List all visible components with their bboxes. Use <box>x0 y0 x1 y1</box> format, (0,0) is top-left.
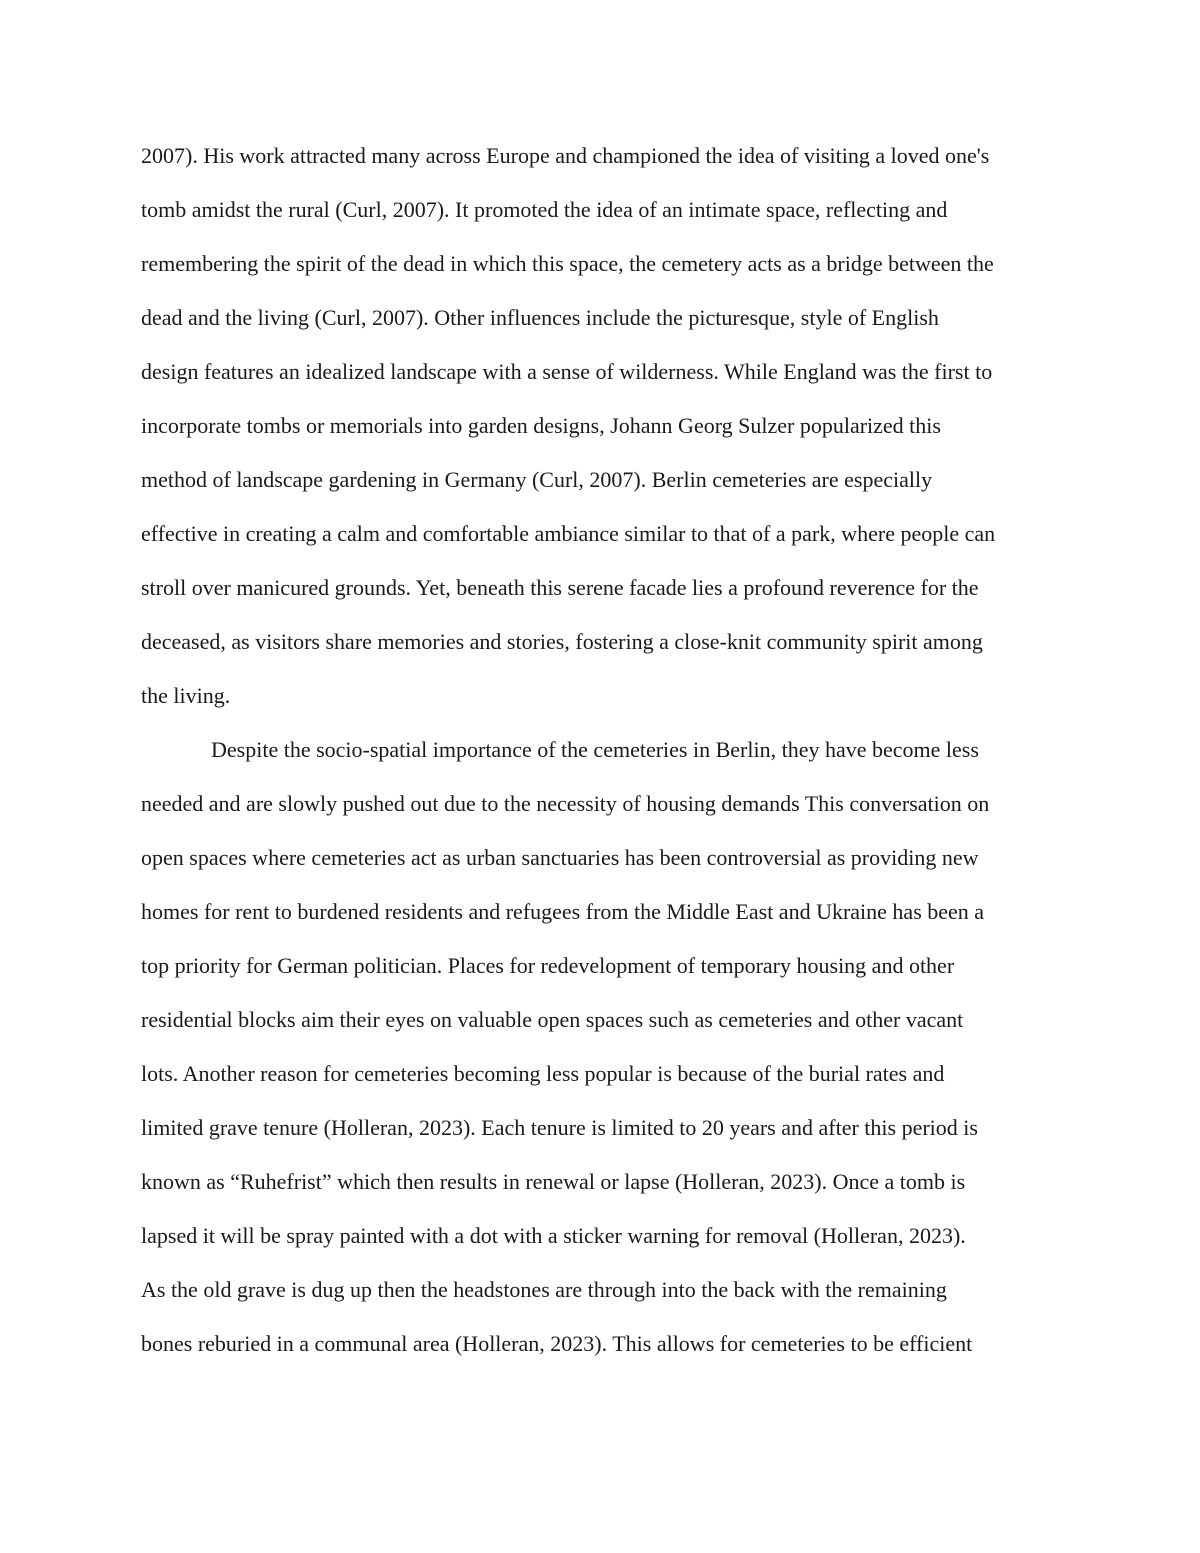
text-line: homes for rent to burdened residents and refugees from the Middle East and Ukraine has been a <box>141 899 985 924</box>
text-line: the living. <box>141 683 231 708</box>
text-line: needed and are slowly pushed out due to the necessity of housing demands This conversation on <box>141 791 990 816</box>
paragraph-1 <box>141 129 1061 723</box>
paragraph-2 <box>141 723 1061 1371</box>
text-line: dead and the living (Curl, 2007). Other influences include the picturesque, style of English <box>141 305 939 330</box>
text-line: stroll over manicured grounds. Yet, beneath this serene facade lies a profound reverence for the <box>141 575 979 600</box>
text-line: remembering the spirit of the dead in which this space, the cemetery acts as a bridge between the <box>141 251 994 276</box>
text-line: As the old grave is dug up then the headstones are through into the back with the remaining <box>141 1277 947 1302</box>
text-line: 2007). His work attracted many across Europe and championed the idea of visiting a loved one's <box>141 143 990 168</box>
text-line: incorporate tombs or memorials into garden designs, Johann Georg Sulzer popularized this <box>141 413 941 438</box>
text-line: Despite the socio-spatial importance of the cemeteries in Berlin, they have become less <box>211 737 979 762</box>
text-line: tomb amidst the rural (Curl, 2007). It promoted the idea of an intimate space, reflecting and <box>141 197 948 222</box>
text-line: effective in creating a calm and comfortable ambiance similar to that of a park, where people can <box>141 521 996 546</box>
text-line: deceased, as visitors share memories and stories, fostering a close-knit community spirit among <box>141 629 983 654</box>
text-line: residential blocks aim their eyes on valuable open spaces such as cemeteries and other vacant <box>141 1007 964 1032</box>
text-line: known as “Ruhefrist” which then results in renewal or lapse (Holleran, 2023). Once a tomb is <box>141 1169 966 1194</box>
text-line: method of landscape gardening in Germany (Curl, 2007). Berlin cemeteries are especially <box>141 467 933 492</box>
text-line: lapsed it will be spray painted with a dot with a sticker warning for removal (Holleran, 2023). <box>141 1223 966 1248</box>
text-line: lots. Another reason for cemeteries becoming less popular is because of the burial rates and <box>141 1061 945 1086</box>
text-line: open spaces where cemeteries act as urban sanctuaries has been controversial as providing new <box>141 845 979 870</box>
text-line: bones reburied in a communal area (Holleran, 2023). This allows for cemeteries to be efficient <box>141 1331 973 1356</box>
text-line: top priority for German politician. Places for redevelopment of temporary housing and other <box>141 953 955 978</box>
text-line: design features an idealized landscape with a sense of wilderness. While England was the first to <box>141 359 993 384</box>
text-line: limited grave tenure (Holleran, 2023). Each tenure is limited to 20 years and after this period is <box>141 1115 978 1140</box>
body-text <box>141 129 1061 1371</box>
